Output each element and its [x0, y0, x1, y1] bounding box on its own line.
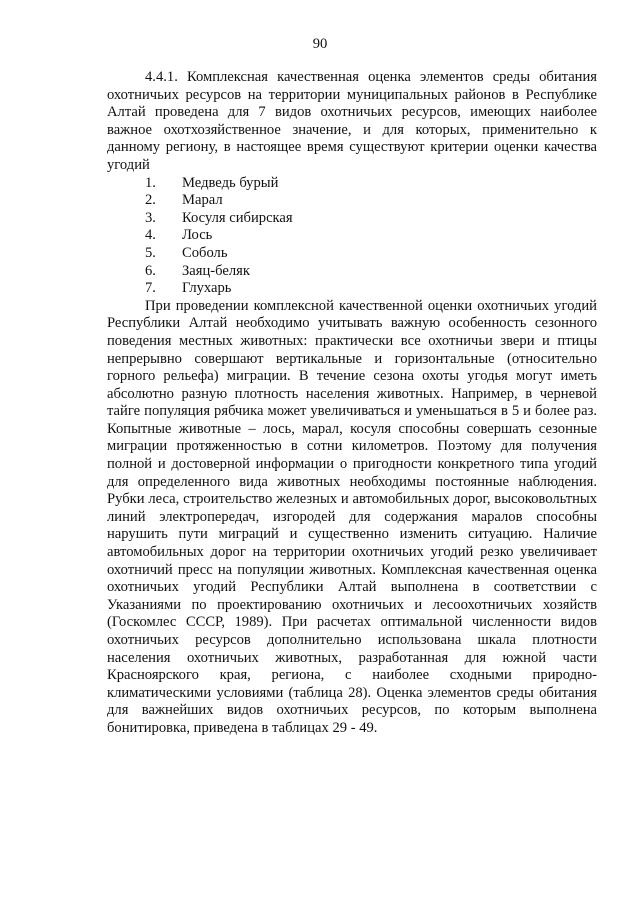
intro-paragraph: 4.4.1. Комплексная качественная оценка элементов среды обитания охотничьих ресурсов на территории муниципальных районов в Республике Алтай проведена для 7 видов охотничьих ресурсов, имеющих наиболее важное охотхозяйственное значение, и для которых, применительно к данному региону, в настоящее время существуют критерии оценки качества угодий — [107, 69, 597, 173]
species-list — [107, 175, 597, 298]
list-item-name: Соболь — [182, 244, 228, 261]
body-text — [107, 69, 597, 738]
list-item — [107, 245, 597, 263]
list-item-number: 2. — [145, 192, 156, 209]
list-item-number: 3. — [145, 209, 156, 226]
list-item — [107, 227, 597, 245]
list-item-name: Медведь бурый — [182, 174, 279, 191]
list-item-number: 1. — [145, 174, 156, 191]
list-item-number: 4. — [145, 227, 156, 244]
list-item-number: 6. — [145, 262, 156, 279]
main-paragraph: При проведении комплексной качественной оценки охотничьих угодий Республики Алтай необходимо учитывать важную особенность сезонного поведения местных животных: практически все охотничьи звери и птицы непрерывно совершают вертикальные и горизонтальные (относительно горного рельефа) миграции. В течение сезона охоты угодья могут иметь абсолютно разную плотность населения животных. Например, в черневой тайге популяция рябчика может увеличиваться и уменьшаться в 5 и более раз. Копытные животные – лось, марал, косуля способны совершать сезонные миграции протяженностью в сотни километров. Поэтому для получения полной и достоверной информации о пригодности конкретного типа угодий для определенного вида животных необходимы постоянные наблюдения. Рубки леса, строительство железных и автомобильных дорог, высоковольтных линий электропередач, изгородей для содержания маралов способны нарушить пути миграций и существенно изменить ситуацию. Наличие автомобильных дорог на территории охотничьих угодий резко увеличивает охотничий пресс на популяции животных. Комплексная качественная оценка охотничьих угодий Республики Алтай выполнена в соответствии с Указаниями по проектированию охотничьих и лесоохотничьих хозяйств (Госкомлес СССР, 1989). При расчетах оптимальной численности видов охотничьих ресурсов дополнительно использована шкала плотности населения охотничьих животных, разработанная для южной части Красноярского края, региона, с наиболее сходными природно-климатическими условиями (таблица 28). Оценка элементов среды обитания для важнейших видов охотничьих ресурсов, по которым выполнена бонитировка, приведена в таблицах 29 - 49. — [107, 297, 597, 736]
list-item — [107, 192, 597, 210]
list-item — [107, 175, 597, 193]
list-item — [107, 210, 597, 228]
page-number: 90 — [312, 36, 328, 52]
list-item-name: Глухарь — [182, 280, 232, 297]
list-item-number: 5. — [145, 244, 156, 261]
list-item-name: Марал — [182, 192, 223, 209]
list-item — [107, 280, 597, 298]
list-item-name: Лось — [182, 227, 213, 244]
list-item-number: 7. — [145, 280, 156, 297]
list-item-name: Косуля сибирская — [182, 209, 293, 226]
list-item-name: Заяц-беляк — [182, 262, 250, 279]
list-item — [107, 263, 597, 281]
